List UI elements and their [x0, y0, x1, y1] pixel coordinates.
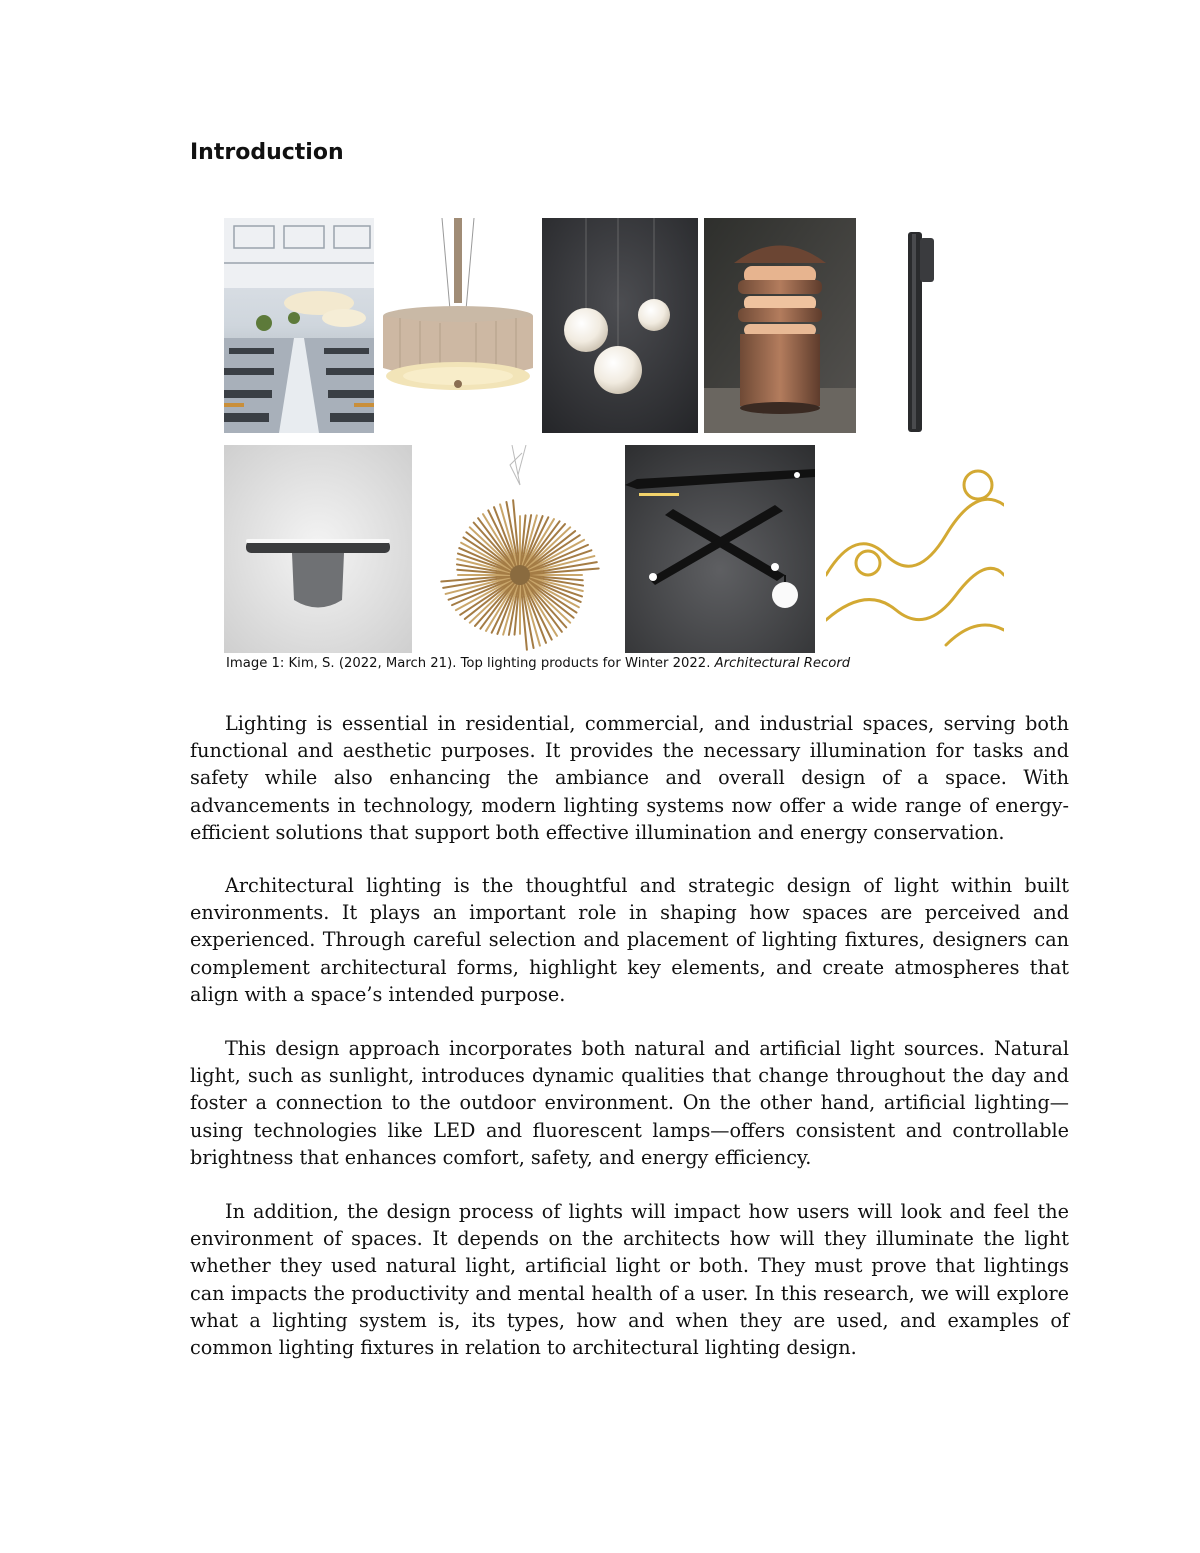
drum-pendant-lamp-photo: [380, 218, 536, 433]
bollard-light-photo: [704, 218, 856, 433]
figure-caption: [226, 656, 850, 671]
paragraph-3: This design approach incorporates both natural and artificial light sources. Natural light, such as sunlight, introduces dynamic qualities that change throughout the day and foster a connection to the outdoor environment. On the other hand, artificial lighting—using technologies like LED and fluorescent lamps—offers consistent and controllable brightness that enhances comfort, safety, and energy efficiency.: [190, 1037, 1069, 1169]
open-office-interior-photo: [224, 218, 374, 433]
wall-sconce-photo: [862, 218, 1004, 433]
glass-globe-pendants-photo: [542, 218, 698, 433]
caption-citation: Image 1: Kim, S. (2022, March 21). Top lighting products for Winter 2022.: [226, 656, 711, 671]
section-heading: Introduction: [190, 140, 344, 165]
track-lighting-photo: [625, 445, 815, 653]
ceiling-mounted-disc-light-photo: [224, 445, 412, 653]
paragraph-1: Lighting is essential in residential, commercial, and industrial spaces, serving both functional and aesthetic purposes. It provides the necessary illumination for tasks and safety while also enhancing the ambiance and overall design of a space. With advancements in technology, modern lighting systems now offer a wide range of energy-efficient solutions that support both effective illumination and energy conservation.: [190, 712, 1069, 844]
caption-source: Architectural Record: [714, 656, 851, 671]
paragraph-4: In addition, the design process of lights will impact how users will look and feel the environment of spaces. It depends on the architects how will they illuminate the light whether they used natural light, artificial light or both. They must prove that lightings can impacts the productivity and mental health of a user. In this research, we will explore what a lighting system is, its types, how and when they are used, and examples of common lighting fixtures in relation to architectural lighting design.: [190, 1200, 1069, 1360]
starburst-chandelier-photo: [422, 445, 618, 653]
gold-led-strip-photo: [826, 445, 1004, 653]
paragraph-2: Architectural lighting is the thoughtful and strategic design of light within built environments. It plays an important role in shaping how spaces are perceived and experienced. Through careful selection and placement of lighting fixtures, designers can complement architectural forms, highlight key elements, and create atmospheres that align with a space’s intended purpose.: [190, 874, 1069, 1006]
